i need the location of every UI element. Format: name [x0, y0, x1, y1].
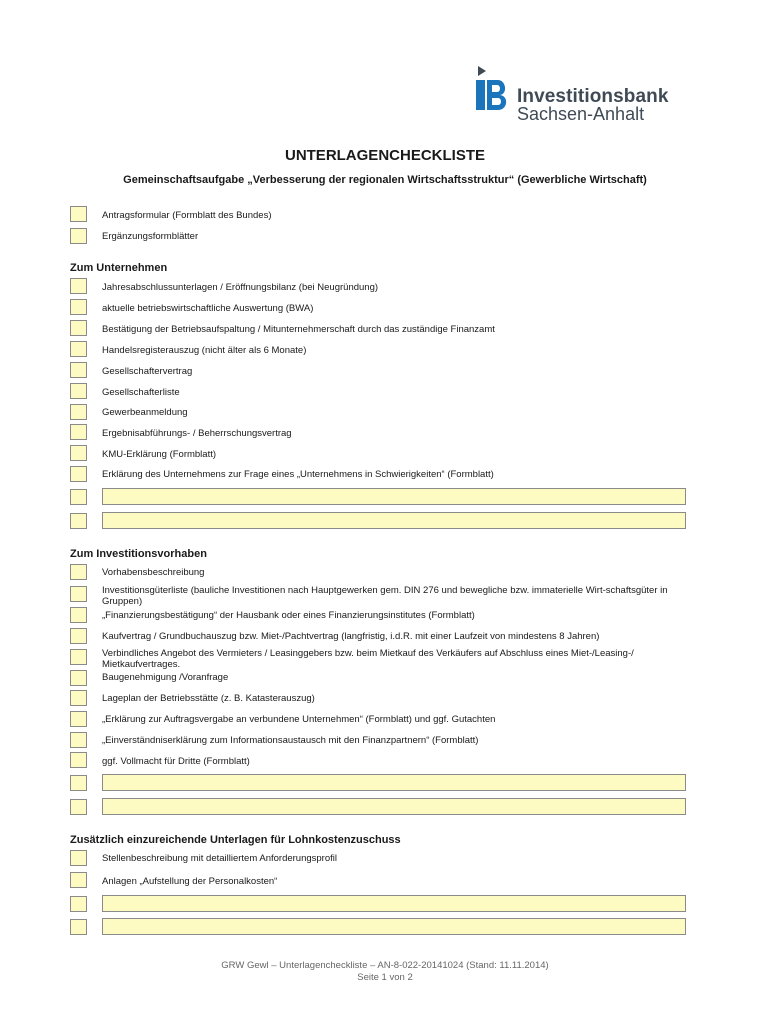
checkbox-item[interactable]	[70, 278, 87, 294]
checkbox-ergaenzungsformblaetter[interactable]	[70, 228, 87, 244]
section-title-unternehmen: Zum Unternehmen	[70, 262, 168, 274]
section-title-lohnkosten: Zusätzlich einzureichende Unterlagen für Lohnkostenzuschuss	[70, 834, 401, 846]
item-label: KMU-Erklärung (Formblatt)	[102, 449, 217, 460]
section-title-investition: Zum Investitionsvorhaben	[70, 548, 207, 560]
checkbox-item[interactable]	[70, 850, 87, 866]
checkbox-item[interactable]	[70, 752, 87, 768]
item-label: Investitionsgüterliste (bauliche Investitionen nach Hauptgewerken gem. DIN 276 und bewegliche bzw. immaterielle Wirt-schaftsgüter in Gruppen)	[102, 585, 668, 607]
item-label: Ergebnisabführungs- / Beherrschungsvertrag	[102, 428, 292, 439]
blank-text-field[interactable]	[102, 488, 686, 505]
item-label: „Erklärung zur Auftragsvergabe an verbundene Unternehmen“ (Formblatt) und ggf. Gutachten	[102, 714, 496, 725]
item-label: Ergänzungsformblätter	[102, 231, 199, 242]
checkbox-item[interactable]	[70, 586, 87, 602]
checkbox-antragsformular[interactable]	[70, 206, 87, 222]
logo-name-line2: Sachsen-Anhalt	[517, 104, 645, 124]
item-label: Antragsformular (Formblatt des Bundes)	[102, 210, 272, 221]
checkbox-item[interactable]	[70, 872, 87, 888]
footer-page-number: Seite 1 von 2	[357, 972, 413, 983]
checkbox-blank[interactable]	[70, 775, 87, 791]
document-title: UNTERLAGENCHECKLISTE	[284, 147, 485, 164]
item-label: „Finanzierungsbestätigung“ der Hausbank oder eines Finanzierungsinstitutes (Formblatt)	[102, 610, 475, 621]
checkbox-item[interactable]	[70, 383, 87, 399]
checkbox-blank[interactable]	[70, 919, 87, 935]
item-label: „Einverständniserklärung zum Informationsaustausch mit den Finanzpartnern“ (Formblatt)	[102, 735, 479, 746]
investitionsbank-logo	[474, 66, 684, 126]
checkbox-item[interactable]	[70, 564, 87, 580]
item-label: ggf. Vollmacht für Dritte (Formblatt)	[102, 756, 250, 767]
checkbox-item[interactable]	[70, 466, 87, 482]
item-label: Kaufvertrag / Grundbuchauszug bzw. Miet-/Pachtvertrag (langfristig, i.d.R. mit einer Laufzeit von mindestens 8 Jahren)	[102, 631, 600, 642]
checkbox-item[interactable]	[70, 607, 87, 623]
item-label: Gesellschaftervertrag	[102, 366, 193, 377]
item-label: Vorhabensbeschreibung	[102, 567, 205, 578]
checkbox-item[interactable]	[70, 670, 87, 686]
checkbox-item[interactable]	[70, 362, 87, 378]
blank-text-field[interactable]	[102, 895, 686, 912]
item-label: Lageplan der Betriebsstätte (z. B. Katasterauszug)	[102, 693, 315, 704]
blank-text-field[interactable]	[102, 918, 686, 935]
item-label: Jahresabschlussunterlagen / Eröffnungsbilanz (bei Neugründung)	[102, 282, 379, 293]
blank-text-field[interactable]	[102, 774, 686, 791]
blank-text-field[interactable]	[102, 512, 686, 529]
checkbox-item[interactable]	[70, 690, 87, 706]
checkbox-item[interactable]	[70, 649, 87, 665]
item-label: Anlagen „Aufstellung der Personalkosten“	[102, 876, 278, 887]
checkbox-item[interactable]	[70, 404, 87, 420]
checkbox-blank[interactable]	[70, 896, 87, 912]
logo-name-line1: Investitionsbank	[517, 86, 669, 107]
checkbox-item[interactable]	[70, 341, 87, 357]
ib-logo-icon	[474, 66, 510, 112]
checkbox-item[interactable]	[70, 732, 87, 748]
item-label: Erklärung des Unternehmens zur Frage eines „Unternehmens in Schwierigkeiten“ (Formblatt)	[102, 469, 494, 480]
item-label: Verbindliches Angebot des Vermieters / Leasinggebers bzw. beim Mietkauf des Verkäufers auf Abschluss eines Miet-/Leasing-/ Mietkaufvertrages.	[102, 648, 634, 670]
item-label: Stellenbeschreibung mit detailliertem Anforderungsprofil	[102, 853, 337, 864]
checkbox-item[interactable]	[70, 711, 87, 727]
item-label: Gesellschafterliste	[102, 387, 180, 398]
page-footer	[0, 960, 770, 984]
blank-text-field[interactable]	[102, 798, 686, 815]
item-label: Gewerbeanmeldung	[102, 407, 188, 418]
document-subtitle: Gemeinschaftsaufgabe „Verbesserung der regionalen Wirtschaftsstruktur“ (Gewerbliche Wirtschaft)	[123, 174, 647, 186]
checkbox-blank[interactable]	[70, 489, 87, 505]
item-label: Bestätigung der Betriebsaufspaltung / Mitunternehmerschaft durch das zuständige Finanzamt	[102, 324, 495, 335]
checkbox-blank[interactable]	[70, 799, 87, 815]
checkbox-item[interactable]	[70, 445, 87, 461]
checkbox-item[interactable]	[70, 320, 87, 336]
checkbox-item[interactable]	[70, 628, 87, 644]
footer-document-id: GRW Gewl – Unterlagencheckliste – AN-8-022-20141024 (Stand: 11.11.2014)	[221, 960, 549, 971]
checkbox-item[interactable]	[70, 299, 87, 315]
checkbox-blank[interactable]	[70, 513, 87, 529]
item-label: Baugenehmigung /Voranfrage	[102, 672, 229, 683]
item-label: Handelsregisterauszug (nicht älter als 6 Monate)	[102, 345, 307, 356]
item-label: aktuelle betriebswirtschaftliche Auswertung (BWA)	[102, 303, 314, 314]
checkbox-item[interactable]	[70, 424, 87, 440]
